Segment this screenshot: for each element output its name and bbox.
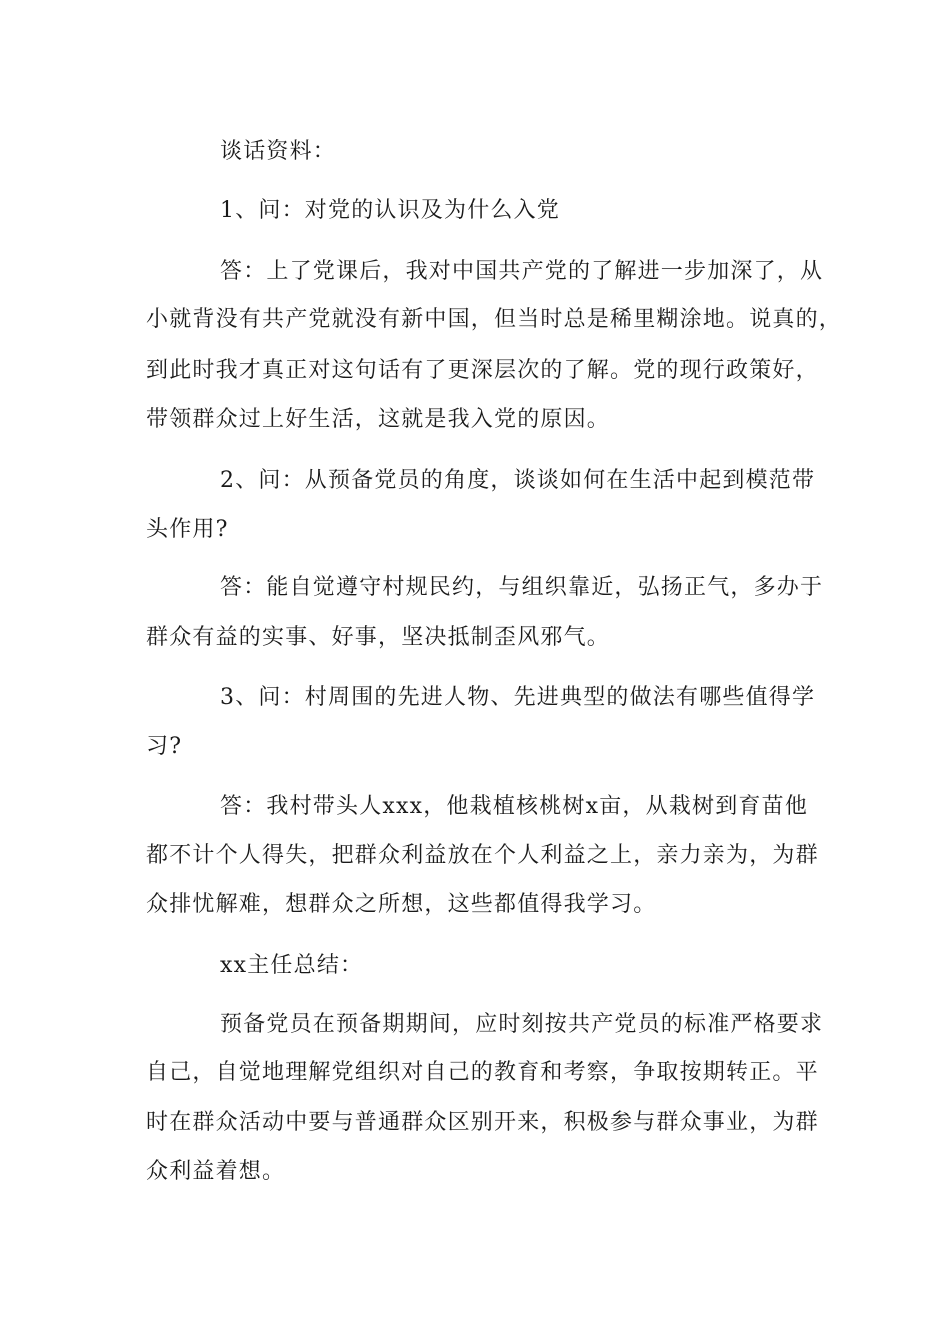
summary-line-2: 自己，自觉地理解党组织对自己的教育和考察，争取按期转正。平 (146, 1060, 819, 1085)
summary-heading: xx主任总结： (220, 953, 364, 978)
summary-line-1: 预备党员在预备期期间，应时刻按共产党员的标准严格要求 (220, 1012, 824, 1037)
answer-3-line-1: 答：我村带头人xxx，他栽植核桃树x亩，从栽树到育苗他 (220, 794, 809, 819)
answer-1-line-1: 答：上了党课后，我对中国共产党的了解进一步加深了，从 (220, 259, 824, 284)
question-3-line-1: 3、问：村周围的先进人物、先进典型的做法有哪些值得学 (220, 685, 816, 710)
answer-1-line-2: 小就背没有共产党就没有新中国，但当时总是稀里糊涂地。说真的， (146, 307, 843, 332)
document-heading: 谈话资料： (220, 139, 337, 164)
answer-2-line-2: 群众有益的实事、好事，坚决抵制歪风邪气。 (146, 625, 611, 650)
answer-3-line-2: 都不计个人得失，把群众利益放在个人利益之上，亲力亲为，为群 (146, 843, 819, 868)
question-3-line-2: 习? (146, 734, 183, 759)
answer-1-line-4: 带领群众过上好生活，这就是我入党的原因。 (146, 407, 611, 432)
question-2-line-2: 头作用? (146, 517, 229, 542)
answer-1-line-3: 到此时我才真正对这句话有了更深层次的了解。党的现行政策好， (146, 358, 819, 383)
summary-line-4: 众利益着想。 (146, 1159, 286, 1184)
summary-line-3: 时在群众活动中要与普通群众区别开来，积极参与群众事业，为群 (146, 1110, 819, 1135)
question-1: 1、问：对党的认识及为什么入党 (220, 198, 560, 223)
answer-3-line-3: 众排忧解难，想群众之所想，这些都值得我学习。 (146, 892, 657, 917)
answer-2-line-1: 答：能自觉遵守村规民约，与组织靠近，弘扬正气，多办于 (220, 575, 824, 600)
question-2-line-1: 2、问：从预备党员的角度，谈谈如何在生活中起到模范带 (220, 468, 816, 493)
